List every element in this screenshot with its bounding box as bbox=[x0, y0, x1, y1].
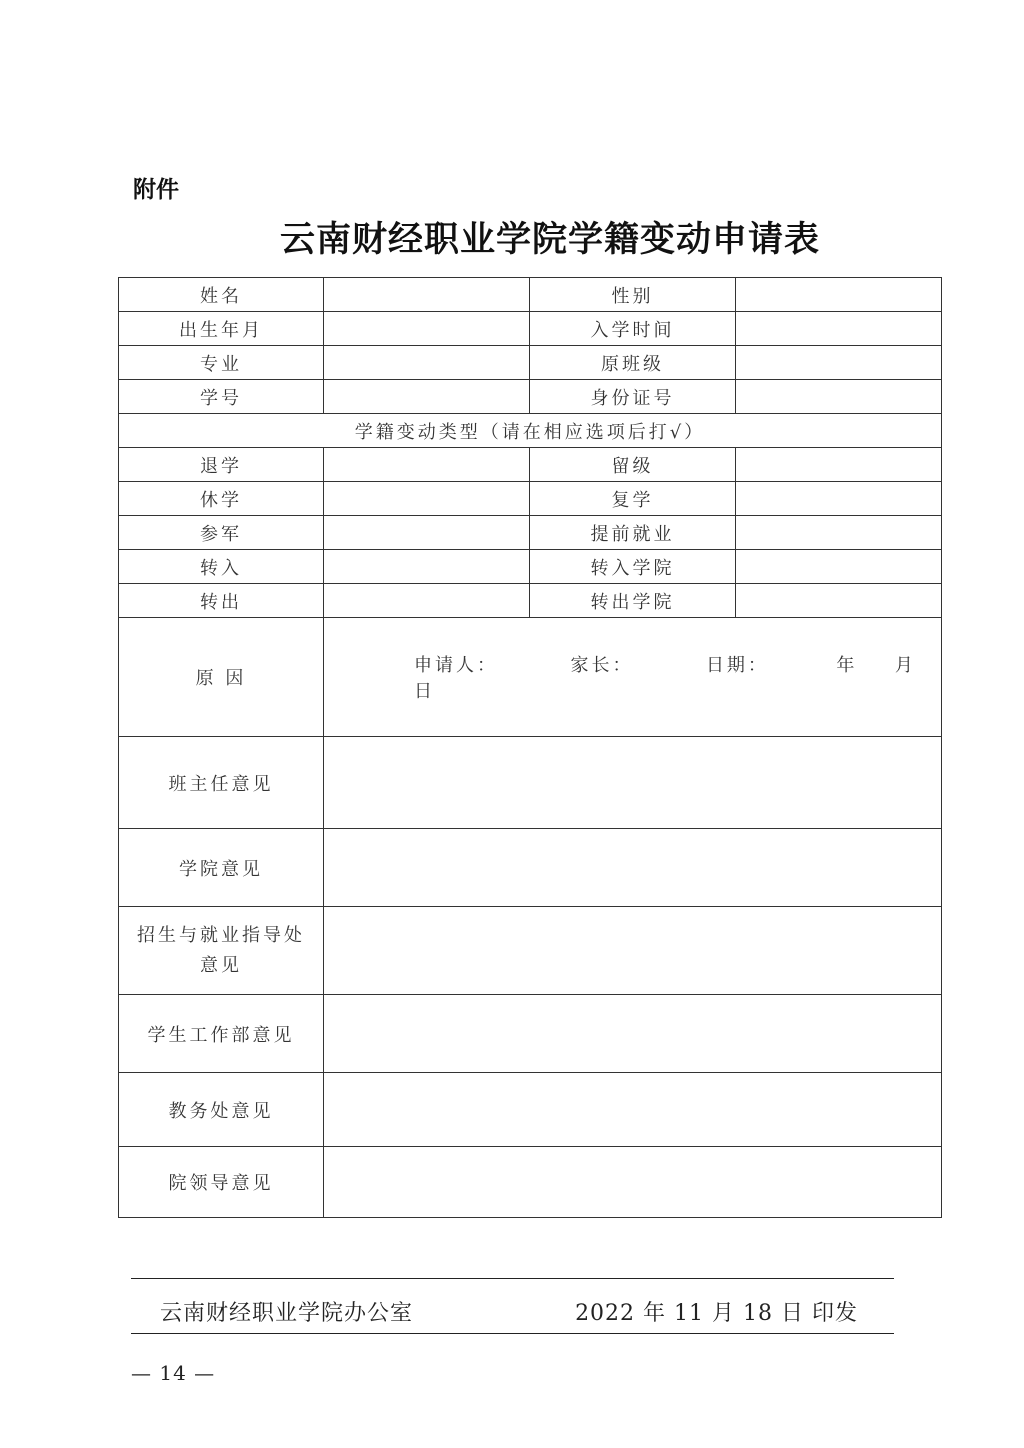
field-label-gender: 性别 bbox=[530, 278, 736, 312]
opinion-label-leadership bbox=[119, 1147, 324, 1218]
opinion-label-line: 招生与就业指导处 bbox=[137, 924, 305, 946]
application-form-table bbox=[118, 277, 942, 1218]
change-value-transfer-in-college[interactable] bbox=[736, 550, 942, 584]
field-label-birth: 出生年月 bbox=[119, 312, 324, 346]
field-value-class[interactable] bbox=[736, 346, 942, 380]
field-value-birth[interactable] bbox=[324, 312, 530, 346]
year-label: 年 bbox=[836, 655, 858, 676]
field-value-major[interactable] bbox=[324, 346, 530, 380]
opinion-label-student-affairs bbox=[119, 995, 324, 1073]
page-number: — 14 — bbox=[131, 1361, 216, 1385]
change-label-withdraw: 退学 bbox=[119, 448, 324, 482]
field-label-class: 原班级 bbox=[530, 346, 736, 380]
opinion-label-admissions bbox=[119, 907, 324, 995]
opinion-label-college bbox=[119, 829, 324, 907]
opinion-label-academic-affairs bbox=[119, 1073, 324, 1147]
opinion-field-head-teacher[interactable] bbox=[324, 737, 942, 829]
change-label-early-employment: 提前就业 bbox=[530, 516, 736, 550]
change-check-military[interactable] bbox=[324, 516, 530, 550]
opinion-field-college[interactable] bbox=[324, 829, 942, 907]
change-value-transfer-out-college[interactable] bbox=[736, 584, 942, 618]
opinion-field-student-affairs[interactable] bbox=[324, 995, 942, 1073]
reason-field[interactable] bbox=[324, 618, 942, 737]
footer-top-rule bbox=[131, 1278, 894, 1279]
opinion-field-leadership[interactable] bbox=[324, 1147, 942, 1218]
table-row bbox=[119, 312, 942, 346]
applicant-label: 申请人： bbox=[414, 655, 498, 676]
table-row bbox=[119, 278, 942, 312]
change-type-header: 学籍变动类型（请在相应选项后打√） bbox=[119, 414, 942, 448]
month-label: 月 bbox=[894, 655, 916, 676]
change-check-transfer-in[interactable] bbox=[324, 550, 530, 584]
field-label-student-id: 学号 bbox=[119, 380, 324, 414]
field-label-name: 姓名 bbox=[119, 278, 324, 312]
change-check-resume[interactable] bbox=[736, 482, 942, 516]
parent-label: 家长： bbox=[570, 655, 634, 676]
change-check-repeat[interactable] bbox=[736, 448, 942, 482]
opinion-label-line: 学院意见 bbox=[179, 858, 263, 880]
change-label-repeat: 留级 bbox=[530, 448, 736, 482]
footer-bottom-rule bbox=[131, 1333, 894, 1334]
opinion-label-head-teacher bbox=[119, 737, 324, 829]
field-label-enroll-time: 入学时间 bbox=[530, 312, 736, 346]
table-row bbox=[119, 829, 942, 907]
day-label: 日 bbox=[414, 681, 435, 702]
field-label-id-card: 身份证号 bbox=[530, 380, 736, 414]
opinion-field-admissions[interactable] bbox=[324, 907, 942, 995]
table-row bbox=[119, 995, 942, 1073]
field-value-gender[interactable] bbox=[736, 278, 942, 312]
field-value-id-card[interactable] bbox=[736, 380, 942, 414]
table-row bbox=[119, 907, 942, 995]
change-check-early-employment[interactable] bbox=[736, 516, 942, 550]
table-row bbox=[119, 1147, 942, 1218]
opinion-field-academic-affairs[interactable] bbox=[324, 1073, 942, 1147]
table-row bbox=[119, 448, 942, 482]
change-check-transfer-out[interactable] bbox=[324, 584, 530, 618]
table-row bbox=[119, 584, 942, 618]
form-title: 云南财经职业学院学籍变动申请表 bbox=[279, 220, 820, 260]
change-label-transfer-in: 转入 bbox=[119, 550, 324, 584]
table-row bbox=[119, 737, 942, 829]
table-row bbox=[119, 550, 942, 584]
opinion-label-line: 意见 bbox=[200, 954, 242, 976]
change-check-withdraw[interactable] bbox=[324, 448, 530, 482]
field-value-enroll-time[interactable] bbox=[736, 312, 942, 346]
opinion-label-line: 教务处意见 bbox=[168, 1100, 274, 1122]
attachment-label: 附件 bbox=[133, 177, 179, 203]
table-row bbox=[119, 516, 942, 550]
field-value-name[interactable] bbox=[324, 278, 530, 312]
change-check-suspend[interactable] bbox=[324, 482, 530, 516]
change-label-transfer-out-college: 转出学院 bbox=[530, 584, 736, 618]
table-row bbox=[119, 414, 942, 448]
change-label-resume: 复学 bbox=[530, 482, 736, 516]
opinion-label-line: 学生工作部意见 bbox=[147, 1024, 295, 1046]
date-label: 日期： bbox=[705, 655, 769, 676]
reason-label: 原 因 bbox=[119, 618, 324, 737]
change-label-transfer-out: 转出 bbox=[119, 584, 324, 618]
footer-office: 云南财经职业学院办公室 bbox=[160, 1301, 414, 1326]
opinion-label-line: 班主任意见 bbox=[168, 773, 274, 795]
footer-issue-date: 2022 年 11 月 18 日 印发 bbox=[575, 1301, 858, 1326]
change-label-military: 参军 bbox=[119, 516, 324, 550]
table-row bbox=[119, 618, 942, 737]
field-value-student-id[interactable] bbox=[324, 380, 530, 414]
table-row bbox=[119, 1073, 942, 1147]
table-row bbox=[119, 380, 942, 414]
field-label-major: 专业 bbox=[119, 346, 324, 380]
table-row bbox=[119, 482, 942, 516]
change-label-suspend: 休学 bbox=[119, 482, 324, 516]
signature-line bbox=[414, 651, 941, 703]
change-label-transfer-in-college: 转入学院 bbox=[530, 550, 736, 584]
opinion-label-line: 院领导意见 bbox=[168, 1173, 274, 1194]
table-row bbox=[119, 346, 942, 380]
